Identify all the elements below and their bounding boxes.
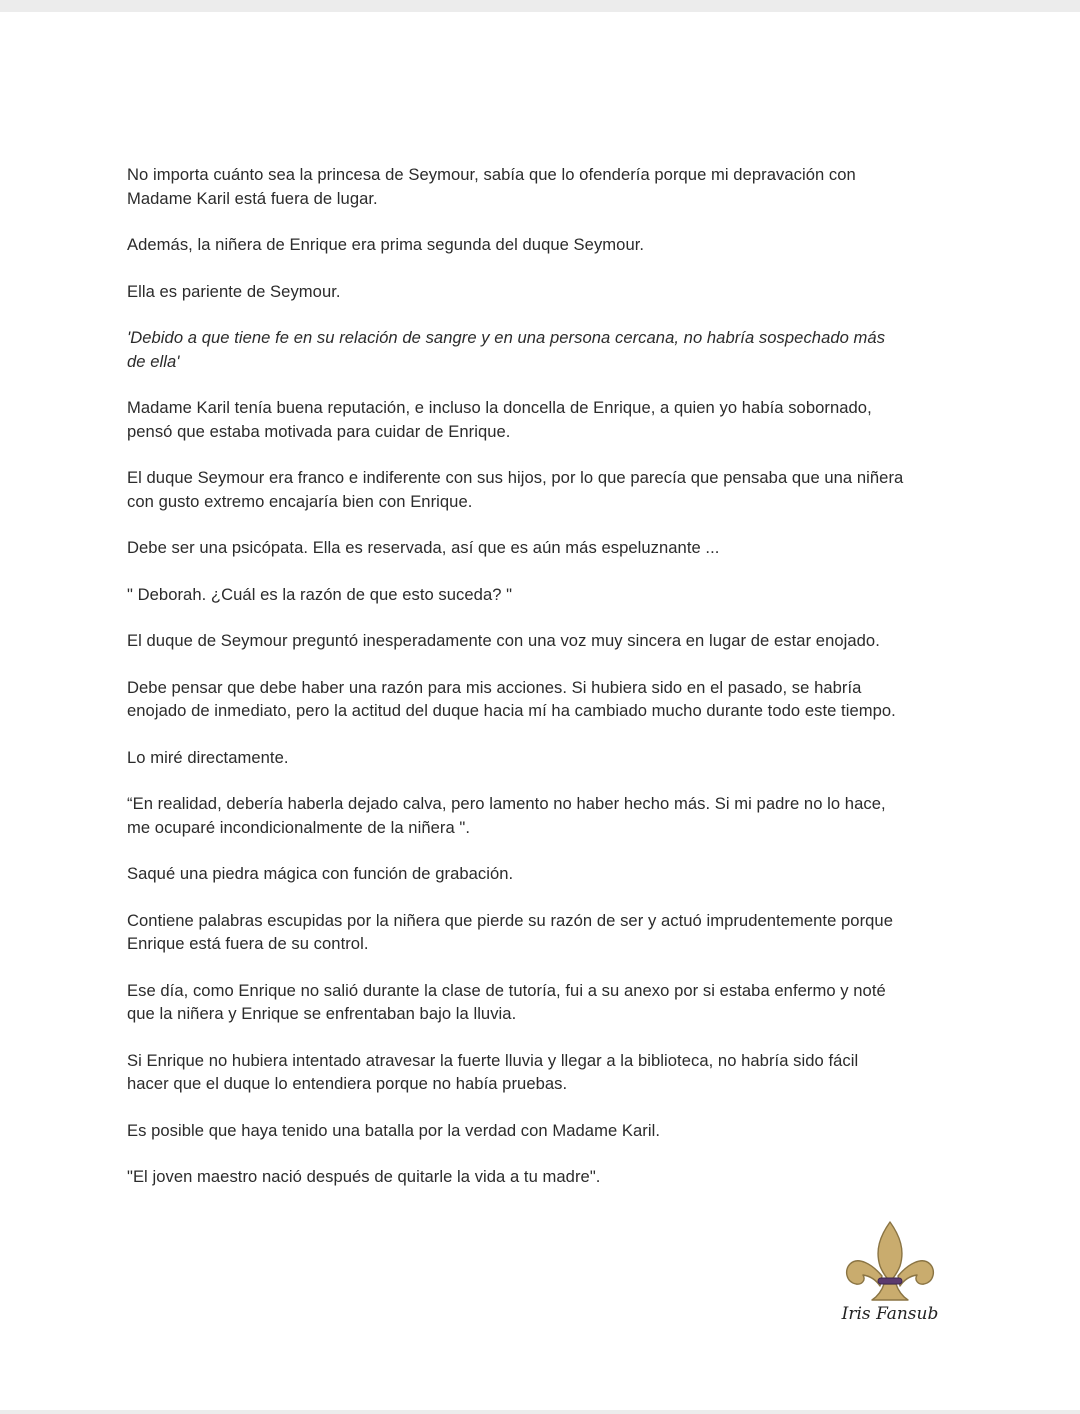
paragraph: "El joven maestro nació después de quitarle la vida a tu madre". — [127, 1167, 601, 1186]
paragraph: El duque de Seymour preguntó inesperadamente con una voz muy sincera en lugar de estar enojado. — [127, 631, 880, 650]
fleur-de-lis-icon — [842, 1220, 938, 1304]
document-body — [127, 163, 957, 1212]
paragraph: No importa cuánto sea la princesa de Seymour, sabía que lo ofendería porque mi depravación con Madame Karil está fuera de lugar. — [127, 165, 856, 208]
paragraph: Madame Karil tenía buena reputación, e incluso la doncella de Enrique, a quien yo había sobornado, pensó que estaba motivada para cuidar de Enrique. — [127, 398, 872, 441]
paragraph: Si Enrique no hubiera intentado atravesar la fuerte lluvia y llegar a la biblioteca, no habría sido fácil hacer que el duque lo entendiera porque no había pruebas. — [127, 1050, 859, 1093]
paragraph: 'Debido a que tiene fe en su relación de sangre y en una persona cercana, no habría sospechado más de ella' — [127, 328, 886, 371]
paragraph: Ese día, como Enrique no salió durante la clase de tutoría, fui a su anexo por si estaba enfermo y noté que la niñera y Enrique se enfrentaban bajo la lluvia. — [127, 980, 886, 1023]
paragraph: Además, la niñera de Enrique era prima segunda del duque Seymour. — [127, 235, 645, 254]
paragraph: Es posible que haya tenido una batalla por la verdad con Madame Karil. — [127, 1120, 660, 1140]
paragraph: Ella es pariente de Seymour. — [127, 281, 341, 301]
paragraph: Lo miré directamente. — [127, 747, 289, 767]
top-edge-bar — [0, 0, 1080, 12]
paragraph: El duque Seymour era franco e indiferente con sus hijos, por lo que parecía que pensaba que una niñera con gusto extremo encajaría bien con Enrique. — [127, 468, 904, 511]
paragraph: Saqué una piedra mágica con función de grabación. — [127, 864, 514, 883]
paragraph: Contiene palabras escupidas por la niñera que pierde su razón de ser y actuó imprudentemente porque Enrique está fuera de su control. — [127, 910, 893, 953]
iris-fansub-logo — [838, 1220, 942, 1330]
paragraph: Debe pensar que debe haber una razón para mis acciones. Si hubiera sido en el pasado, se habría enojado de inmediato, pero la actitud del duque hacia mí ha cambiado mucho durante todo este tiempo. — [127, 677, 896, 720]
paragraph: “En realidad, debería haberla dejado calva, pero lamento no haber hecho más. Si mi padre no lo hace, me ocuparé incondicionalmente de la niñera ". — [127, 794, 886, 837]
logo-text: Iris Fansub — [841, 1304, 939, 1324]
paragraph: " Deborah. ¿Cuál es la razón de que esto suceda? " — [127, 584, 513, 604]
bottom-edge-bar — [0, 1410, 1080, 1414]
paragraph: Debe ser una psicópata. Ella es reservada, así que es aún más espeluznante ... — [127, 538, 720, 557]
